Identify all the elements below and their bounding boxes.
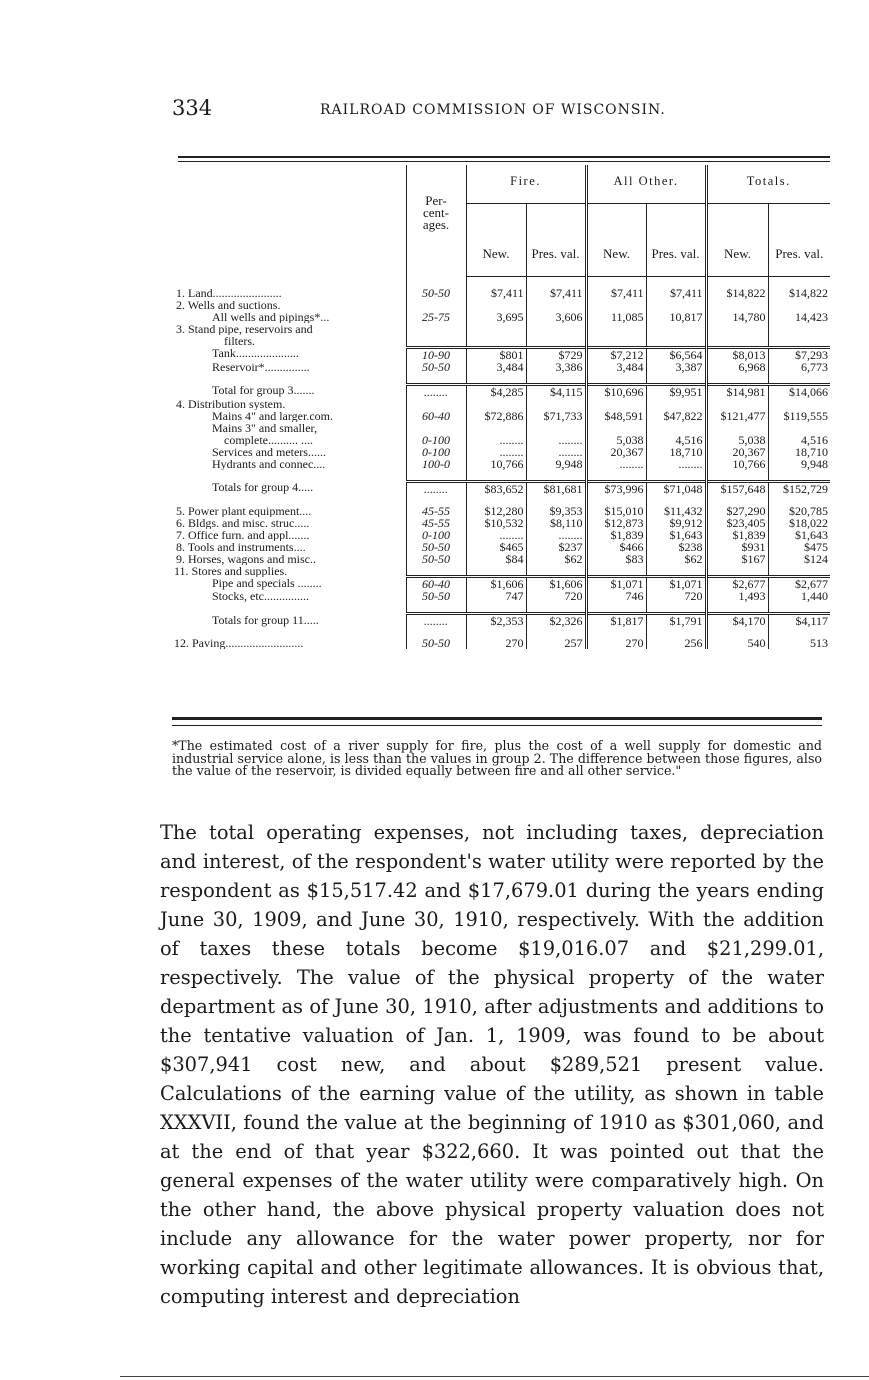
row-value (466, 422, 526, 434)
table-row (172, 398, 830, 410)
row-value: $2,326 (526, 614, 586, 628)
row-value: $27,290 (706, 505, 768, 517)
row-value: $1,839 (706, 529, 768, 541)
row-value: 1,493 (706, 590, 768, 602)
row-value (768, 335, 830, 347)
sub-header-other-pres: Pres. val. (646, 204, 706, 277)
row-percentage: 0-100 (406, 529, 466, 541)
table-row (172, 590, 830, 602)
table-top-rule (178, 156, 830, 158)
row-percentage: ........ (406, 384, 466, 398)
row-value: 256 (646, 637, 706, 649)
row-value: 10,766 (466, 458, 526, 470)
row-value: $14,981 (706, 384, 768, 398)
label-column-header (172, 165, 406, 277)
table-row (172, 347, 830, 361)
row-value (646, 565, 706, 577)
row-value: 9,948 (768, 458, 830, 470)
row-value: ........ (466, 446, 526, 458)
row-value: $1,643 (646, 529, 706, 541)
row-value: 20,367 (706, 446, 768, 458)
row-value: ........ (526, 529, 586, 541)
sub-header-totals-new: New. (706, 204, 768, 277)
row-value: $1,071 (646, 577, 706, 591)
row-percentage: 50-50 (406, 553, 466, 565)
percentages-header: Per- cent- ages. (406, 165, 466, 277)
row-value: 513 (768, 637, 830, 649)
spacer-row (172, 470, 830, 482)
row-value: $475 (768, 541, 830, 553)
row-value: $1,791 (646, 614, 706, 628)
row-value: $7,293 (768, 347, 830, 361)
row-percentage (406, 323, 466, 335)
row-value: $12,873 (586, 517, 646, 529)
row-value: 4,516 (768, 434, 830, 446)
row-percentage: 45-55 (406, 505, 466, 517)
row-value: $801 (466, 347, 526, 361)
row-value: $7,411 (526, 287, 586, 299)
row-percentage: 50-50 (406, 541, 466, 553)
row-label: 8. Tools and instruments.... (176, 540, 306, 553)
row-value: $14,066 (768, 384, 830, 398)
row-value: $7,411 (466, 287, 526, 299)
row-value: 5,038 (586, 434, 646, 446)
table-top-rule-thin (178, 161, 830, 162)
row-percentage (406, 335, 466, 347)
row-value: $81,681 (526, 481, 586, 495)
row-percentage: 100-0 (406, 458, 466, 470)
table-row (172, 458, 830, 470)
row-value: $14,822 (768, 287, 830, 299)
row-value: 3,484 (466, 361, 526, 373)
row-value: 1,440 (768, 590, 830, 602)
row-value: $729 (526, 347, 586, 361)
row-value: $62 (526, 553, 586, 565)
table-row (172, 541, 830, 553)
row-value: $9,951 (646, 384, 706, 398)
row-label: filters. (224, 335, 255, 347)
row-value: 6,968 (706, 361, 768, 373)
row-value: 3,484 (586, 361, 646, 373)
row-value: $48,591 (586, 410, 646, 422)
row-value: $84 (466, 553, 526, 565)
row-value: 257 (526, 637, 586, 649)
row-label: Mains 4" and larger.com. (212, 409, 333, 422)
row-value: 14,780 (706, 311, 768, 323)
row-value: 540 (706, 637, 768, 649)
row-value (586, 335, 646, 347)
row-value (768, 323, 830, 335)
row-value: 720 (526, 590, 586, 602)
row-value: $9,353 (526, 505, 586, 517)
row-value (646, 398, 706, 410)
table-row (172, 311, 830, 323)
sub-header-totals-pres: Pres. val. (768, 204, 830, 277)
row-percentage: 25-75 (406, 311, 466, 323)
row-value: $7,411 (586, 287, 646, 299)
row-value: $10,532 (466, 517, 526, 529)
row-value (526, 323, 586, 335)
row-value: ........ (526, 446, 586, 458)
row-value: $157,648 (706, 481, 768, 495)
page-bottom-rule (120, 1376, 869, 1377)
row-value: $83,652 (466, 481, 526, 495)
row-value: ........ (466, 529, 526, 541)
row-percentage: ........ (406, 481, 466, 495)
row-value (466, 565, 526, 577)
row-value (706, 422, 768, 434)
row-value: $62 (646, 553, 706, 565)
row-value: $1,071 (586, 577, 646, 591)
row-label: All wells and pipings*... (212, 311, 330, 323)
row-value: $465 (466, 541, 526, 553)
row-label: Hydrants and connec.... (212, 457, 326, 470)
row-percentage: 60-40 (406, 577, 466, 591)
row-value: $1,839 (586, 529, 646, 541)
row-value: $15,010 (586, 505, 646, 517)
row-value: 10,766 (706, 458, 768, 470)
row-value (706, 323, 768, 335)
row-value: 10,817 (646, 311, 706, 323)
row-value (646, 323, 706, 335)
page-number: 334 (172, 96, 213, 120)
row-percentage: 50-50 (406, 361, 466, 373)
row-value: $2,677 (768, 577, 830, 591)
row-value: 3,606 (526, 311, 586, 323)
row-value: $12,280 (466, 505, 526, 517)
row-value: $1,643 (768, 529, 830, 541)
row-value: 9,948 (526, 458, 586, 470)
row-value: $83 (586, 553, 646, 565)
row-label: 11. Stores and supplies. (174, 564, 288, 577)
row-percentage (406, 422, 466, 434)
running-title: RAILROAD COMMISSION OF WISCONSIN. (320, 102, 666, 118)
table-row (172, 614, 830, 628)
sub-header-fire-new: New. (466, 204, 526, 277)
row-value: ........ (526, 434, 586, 446)
row-value: $1,606 (526, 577, 586, 591)
row-value: 18,710 (768, 446, 830, 458)
table-row (172, 384, 830, 398)
sub-header-other-new: New. (586, 204, 646, 277)
row-value: $931 (706, 541, 768, 553)
spacer-row (172, 627, 830, 637)
valuation-table (172, 165, 830, 649)
row-value: 746 (586, 590, 646, 602)
table-row (172, 481, 830, 495)
row-value: $72,886 (466, 410, 526, 422)
table-bottom-rule-thin (172, 725, 822, 726)
group-header-all-other: All Other. (586, 165, 706, 204)
table-row (172, 335, 830, 347)
row-value: $6,564 (646, 347, 706, 361)
row-value: $8,013 (706, 347, 768, 361)
row-percentage: 60-40 (406, 410, 466, 422)
row-value: $4,170 (706, 614, 768, 628)
table-row (172, 553, 830, 565)
row-value: 720 (646, 590, 706, 602)
table-row (172, 287, 830, 299)
row-value (646, 422, 706, 434)
row-percentage: 50-50 (406, 637, 466, 649)
row-value: $9,912 (646, 517, 706, 529)
row-label: Pipe and specials ........ (212, 576, 322, 590)
row-value: $1,817 (586, 614, 646, 628)
row-value: $4,285 (466, 384, 526, 398)
row-value: 270 (586, 637, 646, 649)
row-value: $152,729 (768, 481, 830, 495)
row-value: 3,386 (526, 361, 586, 373)
row-label: Total for group 3....... (212, 384, 315, 397)
row-label: 2. Wells and suctions. (176, 299, 281, 311)
row-value: $8,110 (526, 517, 586, 529)
row-value (706, 565, 768, 577)
table-row (172, 637, 830, 649)
row-percentage: ........ (406, 614, 466, 628)
row-value (706, 335, 768, 347)
row-value (526, 335, 586, 347)
row-label: 3. Stand pipe, reservoirs and (176, 323, 313, 335)
row-label: 6. Bldgs. and misc. struc..... (176, 516, 310, 529)
row-percentage: 0-100 (406, 434, 466, 446)
row-value: $18,022 (768, 517, 830, 529)
group-header-fire: Fire. (466, 165, 586, 204)
row-value (526, 422, 586, 434)
row-percentage (406, 565, 466, 577)
row-value: 14,423 (768, 311, 830, 323)
row-value: $10,696 (586, 384, 646, 398)
row-value: $121,477 (706, 410, 768, 422)
spacer-row (172, 602, 830, 614)
row-value: $20,785 (768, 505, 830, 517)
table-body (172, 277, 830, 650)
spacer-row (172, 373, 830, 385)
table-row (172, 410, 830, 422)
row-value: 3,387 (646, 361, 706, 373)
row-label: Services and meters...... (212, 445, 326, 458)
table-row (172, 565, 830, 577)
row-value: $7,411 (646, 287, 706, 299)
row-label: 12. Paving.......................... (174, 637, 304, 649)
row-value: $124 (768, 553, 830, 565)
row-value: 3,695 (466, 311, 526, 323)
row-value (706, 398, 768, 410)
row-percentage: 50-50 (406, 287, 466, 299)
spacer-row (172, 495, 830, 505)
row-value: 5,038 (706, 434, 768, 446)
row-label: Totals for group 4..... (212, 481, 314, 494)
table-row (172, 505, 830, 517)
body-paragraph: The total operating expenses, not including taxes, depreciation and interest, of the respondent's water utility were reported by the respondent as $15,517.42 and $17,679.01 during the years ending June 30, 1909, and June 30, 1910, respectively. With the addition of taxes these totals become $19,016.07 and $21,299.01, respectively. The value of the physical property of the water department as of June 30, 1910, after adjustments and additions to the tentative valuation of Jan. 1, 1909, was found to be about $307,941 cost new, and about $289,521 present value. Calculations of the earning value of the utility, as shown in table XXXVII, found the value at the beginning of 1910 as $301,060, and at the end of that year $322,660. It was pointed out that the general expenses of the water utility were comparatively high. On the other hand, the above physical property valuation does not include any allowance for the water power property, nor for working capital and other legitimate allowances. It is obvious that, computing interest and depreciation (160, 821, 824, 1308)
row-value (768, 565, 830, 577)
row-value (586, 422, 646, 434)
row-value: 270 (466, 637, 526, 649)
table-footnote: *The estimated cost of a river supply for fire, plus the cost of a well supply for domestic and industrial service alone, is less than the values in group 2. The difference between those figures, also the value of the reservoir, is divided equally between fire and all other service." (172, 738, 822, 778)
table-row (172, 323, 830, 335)
table-row (172, 529, 830, 541)
row-value: 747 (466, 590, 526, 602)
table-bottom-rule (172, 717, 822, 720)
row-value: ........ (646, 458, 706, 470)
row-value (466, 335, 526, 347)
row-value: $167 (706, 553, 768, 565)
row-value: $4,115 (526, 384, 586, 398)
row-value (466, 323, 526, 335)
row-label: 5. Power plant equipment.... (176, 504, 312, 517)
table-row (172, 422, 830, 434)
table-row (172, 577, 830, 591)
row-value: $119,555 (768, 410, 830, 422)
row-value: $47,822 (646, 410, 706, 422)
sub-header-fire-pres: Pres. val. (526, 204, 586, 277)
row-value (768, 398, 830, 410)
row-value: $2,677 (706, 577, 768, 591)
row-value (646, 335, 706, 347)
row-label: Totals for group 11..... (212, 613, 319, 627)
row-value (586, 323, 646, 335)
row-value: $1,606 (466, 577, 526, 591)
row-label: Reservoir*............... (212, 360, 310, 373)
row-percentage: 0-100 (406, 446, 466, 458)
row-value: $2,353 (466, 614, 526, 628)
row-percentage: 50-50 (406, 590, 466, 602)
row-percentage: 10-90 (406, 347, 466, 361)
row-value: 11,085 (586, 311, 646, 323)
row-value: $466 (586, 541, 646, 553)
row-value (586, 398, 646, 410)
row-value: ........ (466, 434, 526, 446)
row-value: 20,367 (586, 446, 646, 458)
row-value (586, 565, 646, 577)
row-value: $73,996 (586, 481, 646, 495)
row-label: 9. Horses, wagons and misc.. (176, 552, 316, 565)
row-percentage: 45-55 (406, 517, 466, 529)
row-value (526, 565, 586, 577)
row-label: 1. Land....................... (176, 287, 282, 299)
row-value: ........ (586, 458, 646, 470)
group-header-totals: Totals. (706, 165, 830, 204)
row-label: Stocks, etc............... (212, 590, 309, 602)
row-label: 7. Office furn. and appl....... (176, 528, 310, 541)
row-value: 6,773 (768, 361, 830, 373)
table-row (172, 517, 830, 529)
row-label: Tank..................... (212, 347, 299, 360)
row-value: $14,822 (706, 287, 768, 299)
table-row (172, 434, 830, 446)
row-label: 4. Distribution system. (176, 397, 286, 410)
row-value (768, 422, 830, 434)
row-value: $238 (646, 541, 706, 553)
table-row (172, 446, 830, 458)
row-value: $237 (526, 541, 586, 553)
row-label: Mains 3" and smaller, (212, 421, 318, 434)
row-percentage (406, 398, 466, 410)
row-value: $11,432 (646, 505, 706, 517)
row-value: $7,212 (586, 347, 646, 361)
row-value: $4,117 (768, 614, 830, 628)
row-value: $23,405 (706, 517, 768, 529)
row-value: $71,048 (646, 481, 706, 495)
page-header (172, 96, 832, 122)
row-value: 18,710 (646, 446, 706, 458)
row-value: 4,516 (646, 434, 706, 446)
table-row (172, 361, 830, 373)
row-label: complete.......... .... (224, 433, 313, 446)
row-value (526, 398, 586, 410)
row-value: $71,733 (526, 410, 586, 422)
row-value (466, 398, 526, 410)
